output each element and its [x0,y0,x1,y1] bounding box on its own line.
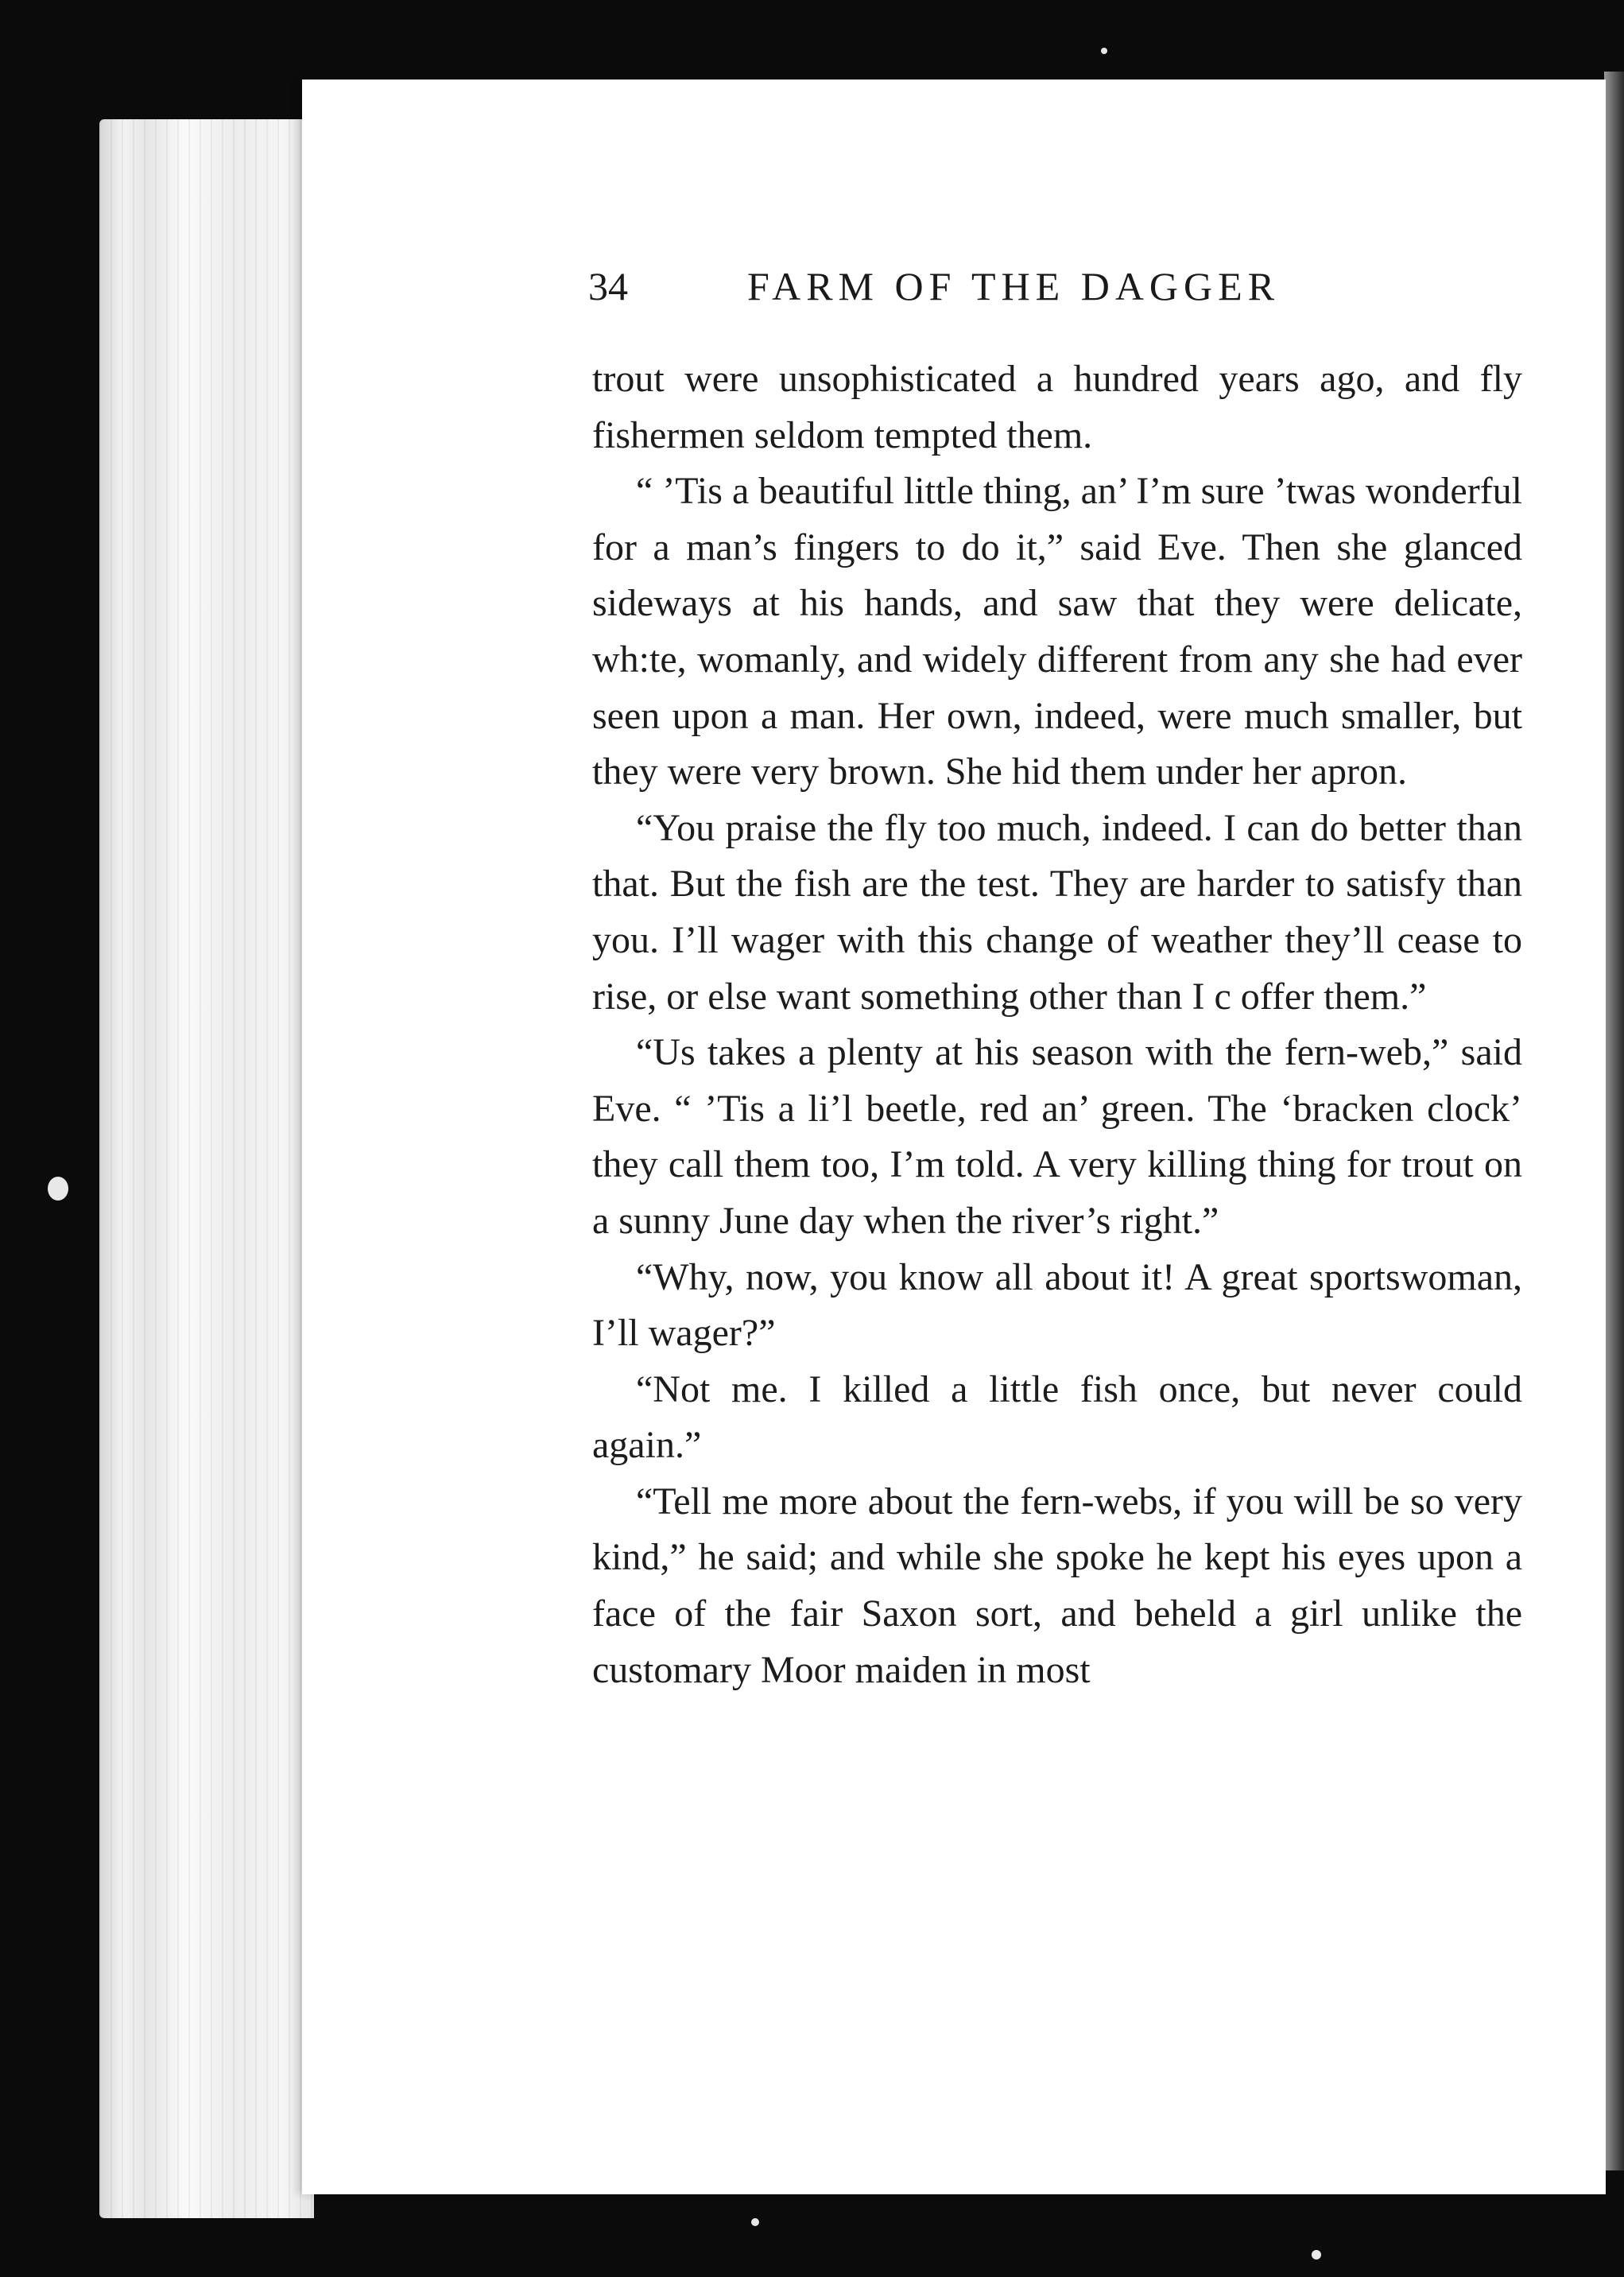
binding-shadow [1604,72,1624,2170]
page-edge-stack [99,119,314,2218]
scan-speck [1101,48,1107,54]
paragraph: “Tell me more about the fern-webs, if you will be so very kind,” he said; and while she spoke he kept his eyes upon a face of the fair Saxon sort, and beheld a girl unlike the customary Moor maiden in most [592,1480,1522,1691]
paragraph: “You praise the fly too much, indeed. I can do better than that. But the fish are the test. They are harder to satisfy than you. I’ll wager with this change of weather they’ll cease to rise, or else want something other than I c offer them.” [592,806,1522,1018]
page-header [588,256,1383,316]
paragraph: trout were unsophisticated a hundred years ago, and fly fishermen seldom tempted them. [592,358,1522,456]
scan-speck [1312,2250,1321,2260]
page-number: 34 [588,264,628,308]
paragraph: “ ’Tis a beautiful little thing, an’ I’m sure ’twas wonderful for a man’s fingers to do it,” said Eve. Then she glanced sideways at his hands, and saw that they were delicate, wh:te, womanly, and widely different from any she had ever seen upon a man. Her own, indeed, were much smaller, but they were very brown. She hid them under her apron. [592,470,1522,793]
body-text [592,351,1522,1698]
running-head: FARM OF THE DAGGER [747,264,1281,308]
paragraph: “Why, now, you know all about it! A great sportswoman, I’ll wager?” [592,1255,1522,1355]
paragraph: “Not me. I killed a little fish once, but never could again.” [592,1367,1522,1467]
paragraph: “Us takes a plenty at his season with the fern-web,” said Eve. “ ’Tis a li’l beetle, red an’ green. The ‘bracken clock’ they call them too, I’m told. A very killing thing for trout on a sunny June day when the river’s right.” [592,1031,1522,1242]
scan-speck [751,2218,759,2226]
scan-speck [48,1177,68,1201]
